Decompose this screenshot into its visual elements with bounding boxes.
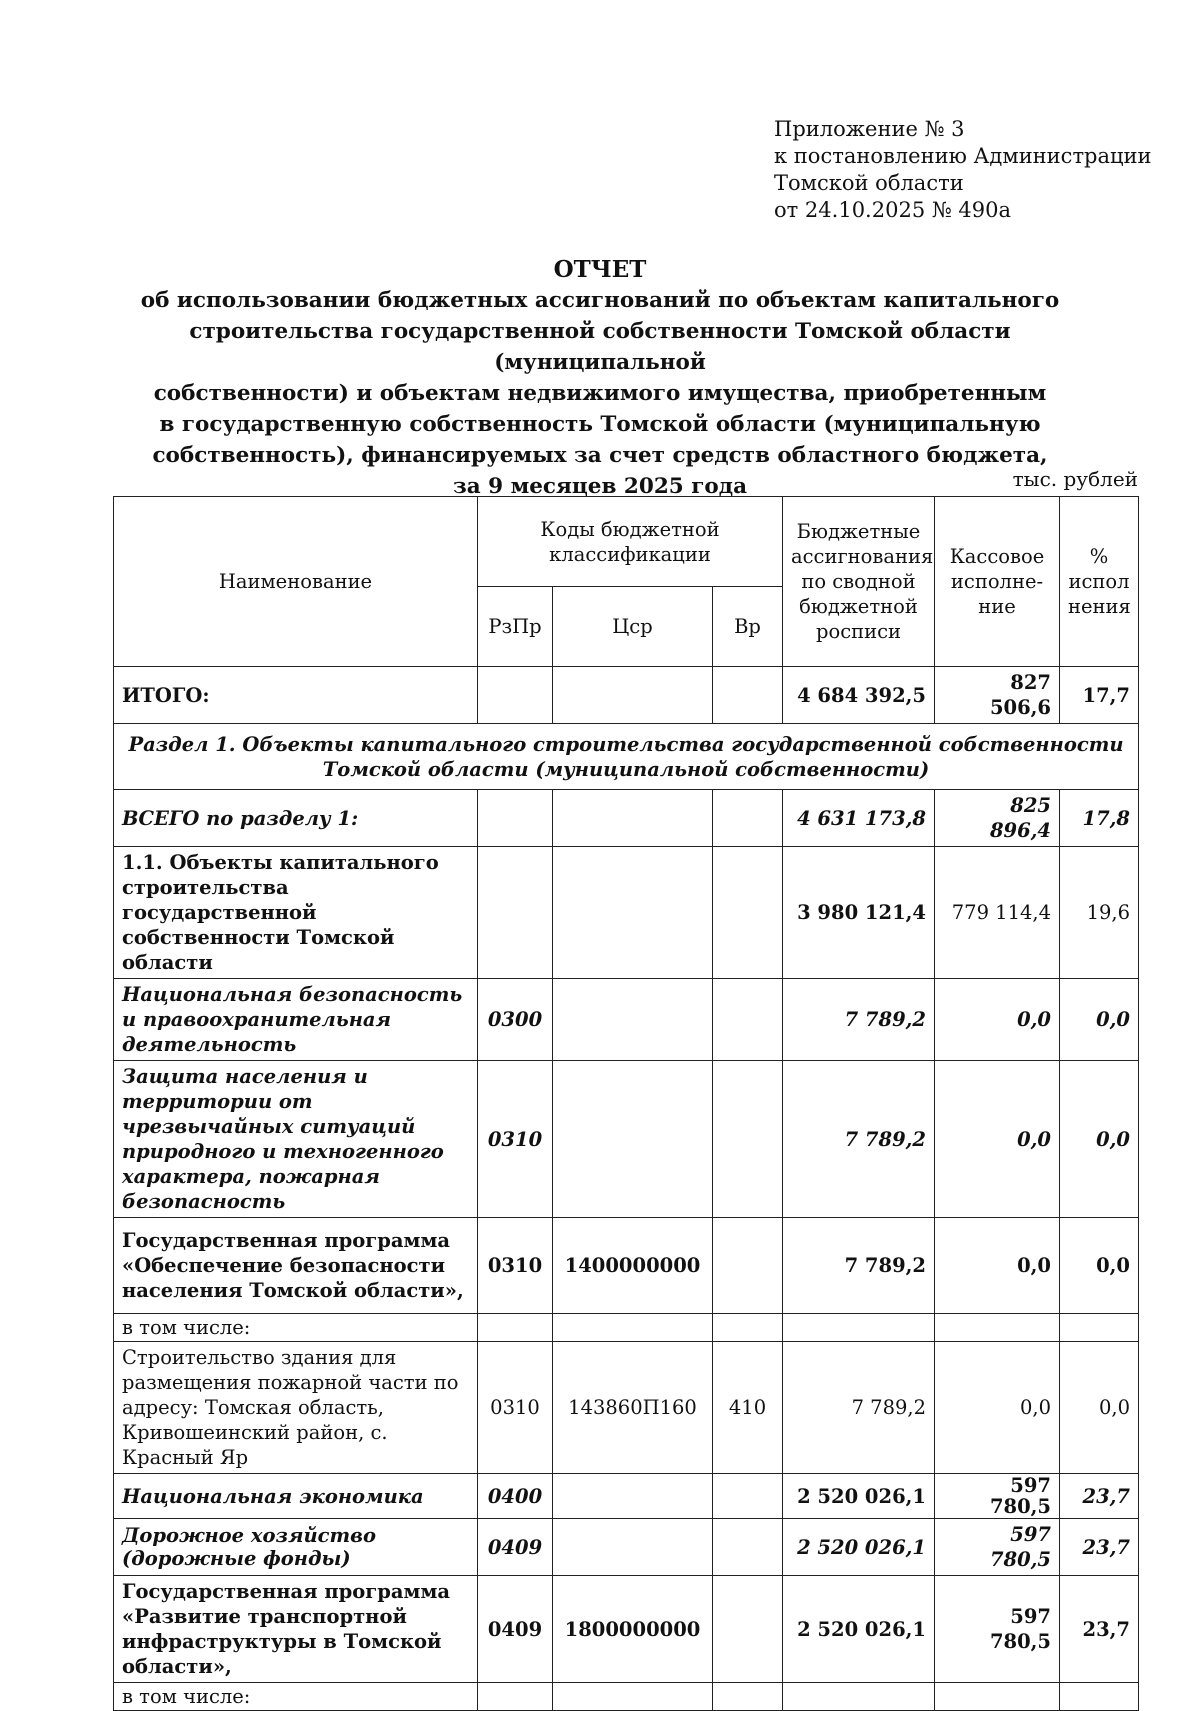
section-row [114, 724, 1139, 790]
cell-csr: 1400000000 [553, 1218, 713, 1314]
cell-budget: 4 684 392,5 [783, 667, 935, 724]
cell-cash: 597 780,5 [935, 1474, 1060, 1519]
cell-budget: 7 789,2 [783, 1061, 935, 1218]
table-row [114, 979, 1139, 1061]
cell-csr [553, 979, 713, 1061]
cell-cash: 597 780,5 [935, 1576, 1060, 1683]
cell-budget: 7 789,2 [783, 979, 935, 1061]
cell-vr [713, 847, 783, 979]
cell-rzpr: 0310 [478, 1342, 553, 1474]
cell-vr [713, 790, 783, 847]
cell-rzpr: 0310 [478, 1218, 553, 1314]
appendix-line: от 24.10.2025 № 490а [774, 198, 1011, 222]
header-rzpr: РзПр [478, 587, 553, 667]
cell-vr [713, 1474, 783, 1519]
cell-vr [713, 1061, 783, 1218]
cell-name: Государственная программа «Развитие транспортной инфраструктуры в Томской области», [114, 1576, 478, 1683]
cell-percent: 23,7 [1060, 1474, 1139, 1519]
header-budget: Бюджетные ассигнования по сводной бюджетной росписи [783, 497, 935, 667]
table-row [114, 1218, 1139, 1314]
cell-name: Дорожное хозяйство (дорожные фонды) [114, 1519, 478, 1576]
title-line: строительства государственной собственности Томской области (муниципальной [189, 319, 1011, 375]
cell-vr [713, 667, 783, 724]
cell-rzpr: 0300 [478, 979, 553, 1061]
table-row [114, 1474, 1139, 1519]
appendix-line: к постановлению Администрации [774, 144, 1152, 168]
appendix-line: Томской области [774, 171, 964, 195]
cell-rzpr [478, 847, 553, 979]
cell-vr [713, 1576, 783, 1683]
header-vr: Вр [713, 587, 783, 667]
table-row [114, 1061, 1139, 1218]
title-line: об использовании бюджетных ассигнований по объектам капитального [140, 288, 1060, 313]
cell-cash: 597 780,5 [935, 1519, 1060, 1576]
cell-vr [713, 1218, 783, 1314]
cell-vr [713, 1683, 783, 1711]
cell-csr [553, 667, 713, 724]
cell-budget: 2 520 026,1 [783, 1519, 935, 1576]
title-main: ОТЧЕТ [553, 256, 647, 283]
table-row-section-total [114, 790, 1139, 847]
cell-csr [553, 847, 713, 979]
cell-name: Строительство здания для размещения пожарной части по адресу: Томская область, Кривошеинский район, с. Красный Яр [114, 1342, 478, 1474]
cell-budget: 4 631 173,8 [783, 790, 935, 847]
cell-cash [935, 1314, 1060, 1342]
cell-name: Национальная безопасность и правоохранительная деятельность [114, 979, 478, 1061]
cell-percent [1060, 1314, 1139, 1342]
cell-vr [713, 979, 783, 1061]
table-row [114, 1683, 1139, 1711]
header-codes: Коды бюджетной классификации [478, 497, 783, 587]
cell-rzpr: 0310 [478, 1061, 553, 1218]
header-name: Наименование [114, 497, 478, 667]
title-line: собственность), финансируемых за счет средств областного бюджета, [152, 443, 1048, 468]
cell-csr: 143860П160 [553, 1342, 713, 1474]
cell-cash: 0,0 [935, 1218, 1060, 1314]
cell-budget: 7 789,2 [783, 1218, 935, 1314]
cell-percent: 0,0 [1060, 1061, 1139, 1218]
table-row [114, 1576, 1139, 1683]
header-percent: % испол нения [1060, 497, 1139, 667]
cell-rzpr: 0400 [478, 1474, 553, 1519]
cell-percent: 23,7 [1060, 1519, 1139, 1576]
cell-name: 1.1. Объекты капитального строительства государственной собственности Томской области [114, 847, 478, 979]
report-table [113, 496, 1139, 1711]
cell-csr [553, 1683, 713, 1711]
cell-percent: 17,8 [1060, 790, 1139, 847]
cell-vr: 410 [713, 1342, 783, 1474]
table-row [114, 847, 1139, 979]
report-title [100, 254, 1100, 502]
cell-percent: 17,7 [1060, 667, 1139, 724]
cell-percent [1060, 1683, 1139, 1711]
cell-rzpr [478, 1683, 553, 1711]
cell-percent: 0,0 [1060, 1342, 1139, 1474]
cell-csr [553, 1474, 713, 1519]
appendix-line: Приложение № 3 [774, 117, 965, 141]
units-label: тыс. рублей [1012, 467, 1138, 491]
cell-csr [553, 790, 713, 847]
cell-budget: 3 980 121,4 [783, 847, 935, 979]
cell-name: Государственная программа «Обеспечение безопасности населения Томской области», [114, 1218, 478, 1314]
cell-budget [783, 1314, 935, 1342]
cell-csr [553, 1061, 713, 1218]
cell-cash: 827 506,6 [935, 667, 1060, 724]
cell-cash: 779 114,4 [935, 847, 1060, 979]
table-row [114, 1342, 1139, 1474]
cell-vr [713, 1314, 783, 1342]
title-line: в государственную собственность Томской области (муниципальную [159, 412, 1041, 437]
header-cash: Кассовое исполне-ние [935, 497, 1060, 667]
cell-rzpr [478, 1314, 553, 1342]
cell-rzpr [478, 790, 553, 847]
cell-percent: 0,0 [1060, 1218, 1139, 1314]
header-csr: Цср [553, 587, 713, 667]
cell-budget: 2 520 026,1 [783, 1474, 935, 1519]
cell-csr [553, 1314, 713, 1342]
cell-rzpr [478, 667, 553, 724]
cell-name: Национальная экономика [114, 1474, 478, 1519]
cell-rzpr: 0409 [478, 1519, 553, 1576]
section-title: Раздел 1. Объекты капитального строительства государственной собственности Томской области (муниципальной собственности) [114, 724, 1139, 790]
cell-name: ВСЕГО по разделу 1: [114, 790, 478, 847]
cell-csr: 1800000000 [553, 1576, 713, 1683]
cell-budget: 7 789,2 [783, 1342, 935, 1474]
cell-cash: 0,0 [935, 979, 1060, 1061]
title-line: собственности) и объектам недвижимого имущества, приобретенным [153, 381, 1047, 406]
cell-percent: 19,6 [1060, 847, 1139, 979]
cell-vr [713, 1519, 783, 1576]
table-row-total [114, 667, 1139, 724]
title-line: за 9 месяцев 2025 года [453, 474, 747, 499]
cell-percent: 0,0 [1060, 979, 1139, 1061]
cell-percent: 23,7 [1060, 1576, 1139, 1683]
cell-name: в том числе: [114, 1683, 478, 1711]
table-row [114, 1314, 1139, 1342]
cell-budget: 2 520 026,1 [783, 1576, 935, 1683]
cell-name: Защита населения и территории от чрезвычайных ситуаций природного и техногенного характера, пожарная безопасность [114, 1061, 478, 1218]
cell-name: ИТОГО: [114, 667, 478, 724]
cell-csr [553, 1519, 713, 1576]
appendix-block [774, 116, 1152, 224]
cell-cash: 0,0 [935, 1061, 1060, 1218]
cell-rzpr: 0409 [478, 1576, 553, 1683]
table-row [114, 1519, 1139, 1576]
cell-budget [783, 1683, 935, 1711]
cell-cash: 0,0 [935, 1342, 1060, 1474]
cell-cash [935, 1683, 1060, 1711]
cell-cash: 825 896,4 [935, 790, 1060, 847]
cell-name: в том числе: [114, 1314, 478, 1342]
